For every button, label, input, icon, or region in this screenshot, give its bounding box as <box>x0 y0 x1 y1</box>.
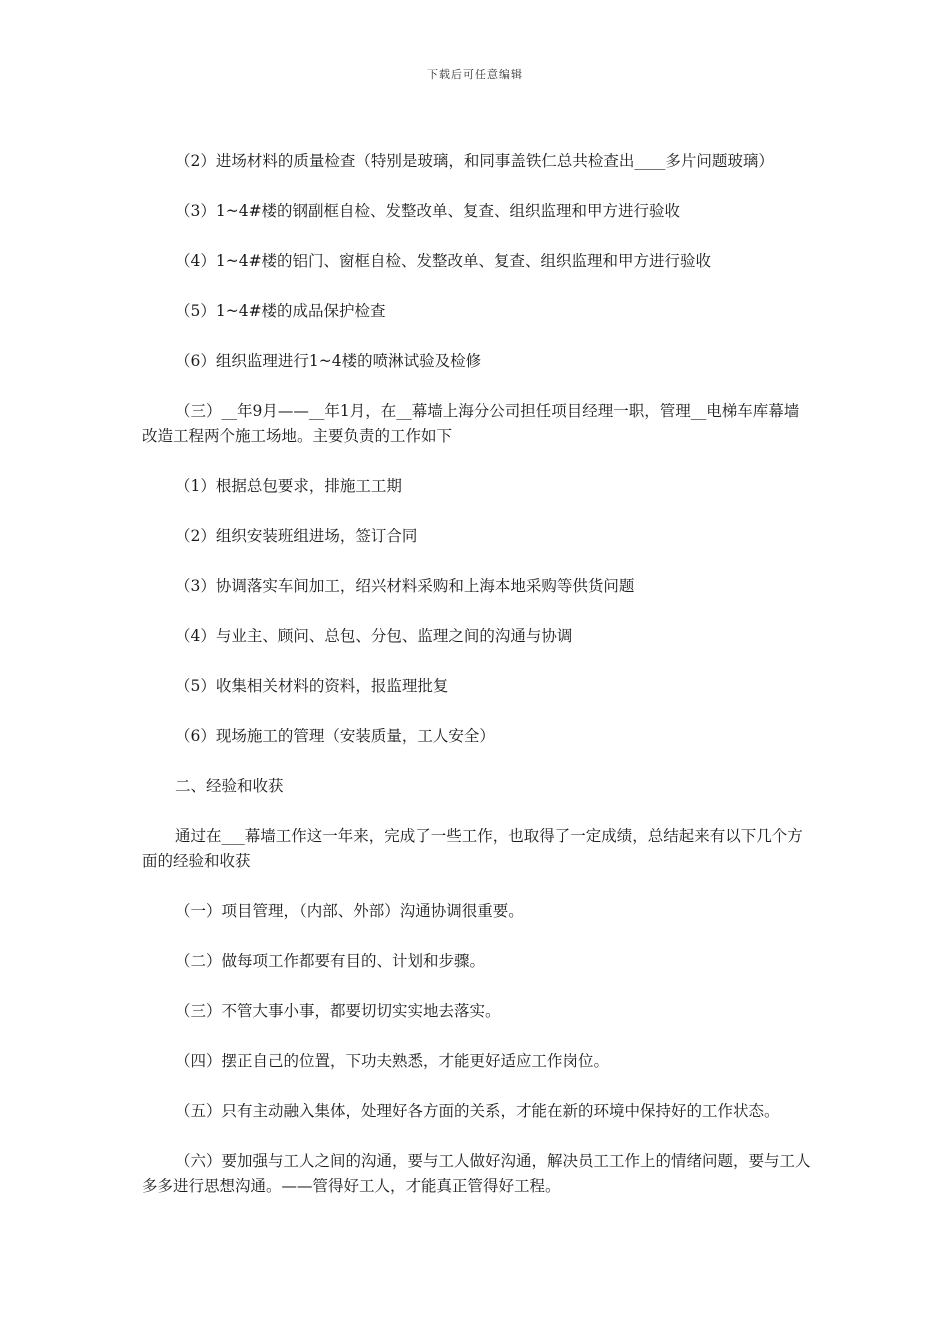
paragraph: （1）根据总包要求，排施工工期 <box>175 477 402 495</box>
paragraph: （二）做每项工作都要有目的、计划和步骤。 <box>175 952 486 970</box>
paragraph: （三）不管大事小事，都要切切实实地去落实。 <box>175 1002 501 1020</box>
paragraph: （一）项目管理，（内部、外部）沟通协调很重要。 <box>175 902 524 920</box>
paragraph: （5）收集相关材料的资料，报监理批复 <box>175 677 449 695</box>
paragraph: 通过在___幕墙工作这一年来，完成了一些工作，也取得了一定成绩，总结起来有以下几个方面的经验和收获 <box>142 827 803 870</box>
paragraph: （6）现场施工的管理（安装质量，工人安全） <box>175 727 495 745</box>
paragraph: （3）协调落实车间加工，绍兴材料采购和上海本地采购等供货问题 <box>175 577 635 595</box>
paragraph: （五）只有主动融入集体，处理好各方面的关系，才能在新的环境中保持好的工作状态。 <box>175 1102 780 1120</box>
page-header: 下载后可任意编辑 <box>427 68 523 81</box>
paragraph: （4）与业主、顾问、总包、分包、监理之间的沟通与协调 <box>175 627 573 645</box>
paragraph: （四）摆正自己的位置，下功夫熟悉，才能更好适应工作岗位。 <box>175 1052 610 1070</box>
paragraph: （三）__年9月——__年1月，在__幕墙上海分公司担任项目经理一职，管理__电梯车库幕墙改造工程两个施工场地。主要负责的工作如下 <box>142 402 800 445</box>
section-heading: 二、经验和收获 <box>175 777 284 795</box>
paragraph: （六）要加强与工人之间的沟通，要与工人做好沟通，解决员工工作上的情绪问题，要与工人多多进行思想沟通。——管得好工人，才能真正管得好工程。 <box>142 1152 811 1195</box>
paragraph: （4）1~4#楼的铝门、窗框自检、发整改单、复查、组织监理和甲方进行验收 <box>175 252 712 270</box>
document-body <box>142 149 812 1224</box>
paragraph: （5）1~4#楼的成品保护检查 <box>175 302 386 320</box>
paragraph: （6）组织监理进行1~4楼的喷淋试验及检修 <box>175 352 482 370</box>
paragraph: （2）进场材料的质量检查（特别是玻璃，和同事盖铁仁总共检查出____多片问题玻璃） <box>175 152 774 170</box>
paragraph: （2）组织安装班组进场，签订合同 <box>175 527 418 545</box>
paragraph: （3）1~4#楼的钢副框自检、发整改单、复查、组织监理和甲方进行验收 <box>175 202 681 220</box>
